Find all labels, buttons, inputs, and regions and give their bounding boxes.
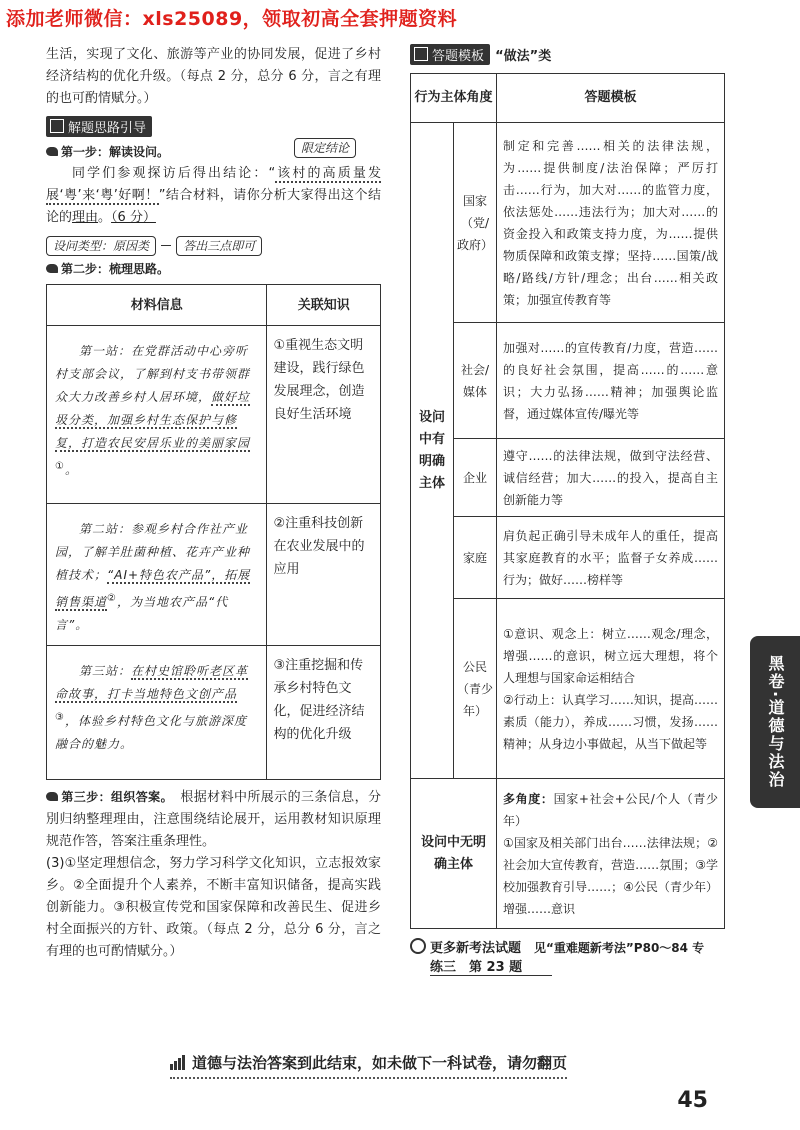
step-1: 第一步：解读设问。 — [46, 141, 381, 163]
template-heading: 答题模板 “做法”类 — [410, 44, 725, 65]
group-explicit: 设问中有明确主体 — [411, 123, 454, 779]
knowledge-cell: ③注重挖掘和传承乡村特色文化，促进经济结构的优化升级 — [267, 646, 381, 780]
hand-pointer-icon — [46, 264, 58, 273]
table-row: 公民（青少年） ①意识、观念上：树立……观念/理念，增强……的意识，树立远大理想，将个人理想与国家命运相结合 ②行动上：认真学习……知识，提高……素质（能力），养成……习惯，发扬……精神；从身边小事做起，从当下做起等 — [411, 599, 725, 779]
question-quote: 该村的高质量发展‘粤’来‘粤’好啊！ — [46, 166, 381, 203]
question-reason: 理由 — [72, 210, 99, 225]
template-badge: 答题模板 — [410, 44, 490, 65]
header-template: 答题模板 — [497, 74, 725, 123]
question-score: （6 分） — [111, 210, 156, 225]
table-row: 社会/媒体 加强对……的宣传教育/力度，营造……的良好社会氛围，提高……的……意识；大力弘扬……精神；加强舆论监督，通过媒体宣传/曝光等 — [411, 323, 725, 439]
answer-text: (3)①坚定理想信念，努力学习科学文化知识，立志报效家乡。②全面提升个人素养，不断丰富知识储备，提高实践创新能力。③积极宣传党和国家保障和改善民生、促进乡村全面振兴的方针、政策。（每点 2 分，总分 6 分，言之有理的也可酌情赋分。） — [46, 856, 381, 959]
table-row: 第三站：在村史馆聆听老区革命故事，打卡当地特色文创产品③，体验乡村特色文化与旅游深度融合的魅力。 ③注重挖掘和传承乡村特色文化，促进经济结构的优化升级 — [47, 646, 381, 780]
book-icon — [414, 47, 428, 61]
table-row: 第一站：在党群活动中心旁听村支部会议，了解到村支书带领群众大力改善乡村人居环境，做好垃圾分类，加强乡村生态保护与修复，打造农民安居乐业的美丽家园①。 ①重视生态文明建设，践行绿色发展理念，创造良好生活环境 — [47, 326, 381, 504]
link-icon — [410, 938, 426, 954]
footer-notice: 道德与法治答案到此结束，如未做下一科试卷，请勿翻页 — [170, 1052, 567, 1079]
hand-note-limit: 限定结论 — [294, 138, 356, 158]
table-row: 第二站：参观乡村合作社产业园，了解羊肚菌种植、花卉产业种植技术；“AI+特色农产品”，拓展销售渠道②，为当地农产品“代言”。 ②注重科技创新在农业发展中的应用 — [47, 504, 381, 646]
header-info: 材料信息 — [47, 285, 267, 326]
hand-note-points: 答出三点即可 — [176, 236, 262, 256]
step-2: 第二步：梳理思路。 — [46, 258, 381, 280]
watermark-banner: 添加老师微信：xls25089，领取初高全套押题资料 — [6, 8, 458, 30]
question-text: 同学们参观探访后得出结论：“该村的高质量发展‘粤’来‘粤’好啊！”结合材料，请你分析大家得出这个结论的理由。（6 分） — [46, 166, 381, 225]
header-know: 关联知识 — [267, 285, 381, 326]
hand-pointer-icon — [46, 147, 58, 156]
table-row: 家庭 肩负起正确引导未成年人的重任，提高其家庭教育的水平；监督子女养成……行为；做好……榜样等 — [411, 517, 725, 599]
group-implicit: 设问中无明确主体 — [411, 779, 497, 929]
left-column — [46, 44, 381, 963]
step-3: 第三步：组织答案。 根据材料中所展示的三条信息，分別归纳整理理由，注意围绕结论展开，运用教材知识原理规范作答，答案注重条理性。 — [46, 790, 381, 849]
note-icon — [50, 119, 64, 133]
signal-bars-icon — [170, 1055, 186, 1074]
intro-text: 生活，实现了文化、旅游等产业的协同发展，促进了乡村经济结构的优化升级。（每点 2 分，总分 6 分，言之有理的也可酌情赋分。） — [46, 47, 381, 106]
hand-notes-row — [46, 235, 381, 256]
table-row: 企业 遵守……的法律法规，做到守法经营、诚信经营；加大……的投入，提高自主创新能力等 — [411, 439, 725, 517]
knowledge-cell: ①重视生态文明建设，践行绿色发展理念，创造良好生活环境 — [267, 326, 381, 504]
template-table — [410, 73, 725, 929]
more-tests-ref: 练三 第 23 题 — [430, 956, 552, 976]
material-table — [46, 284, 381, 780]
table-row: 设问中无明确主体 多角度：国家+社会+公民/个人（青少年） ①国家及相关部门出台……法律法规；②社会加大宣传教育，营造……氛围；③学校加强教育引导……；④公民（青少年）增强……意识 — [411, 779, 725, 929]
more-tests-line: 更多新考法试题 见“重难题新考法”P80～84 专 — [410, 937, 725, 956]
subject-side-tab: 黑卷·道德与法治 — [750, 636, 800, 808]
guide-badge: 解题思路引导 — [46, 116, 152, 137]
table-row: 设问中有明确主体 国家（党/政府） 制定和完善……相关的法律法规，为……提供制度/法治保障；严厉打击……行为，加大对……的监管力度，依法惩处……违法行为；加大对……的资金投入和政策支持力度，为……提供物质保障和政策支撑；坚持……国策/战略/路线/方针/理念；出台……相关政策；加强宣传教育等 — [411, 123, 725, 323]
page-number: 45 — [677, 1088, 708, 1113]
header-subject: 行为主体角度 — [411, 74, 497, 123]
hand-pointer-icon — [46, 792, 58, 801]
right-column — [410, 44, 725, 976]
hand-note-type: 设问类型：原因类 — [46, 236, 156, 256]
knowledge-cell: ②注重科技创新在农业发展中的应用 — [267, 504, 381, 646]
